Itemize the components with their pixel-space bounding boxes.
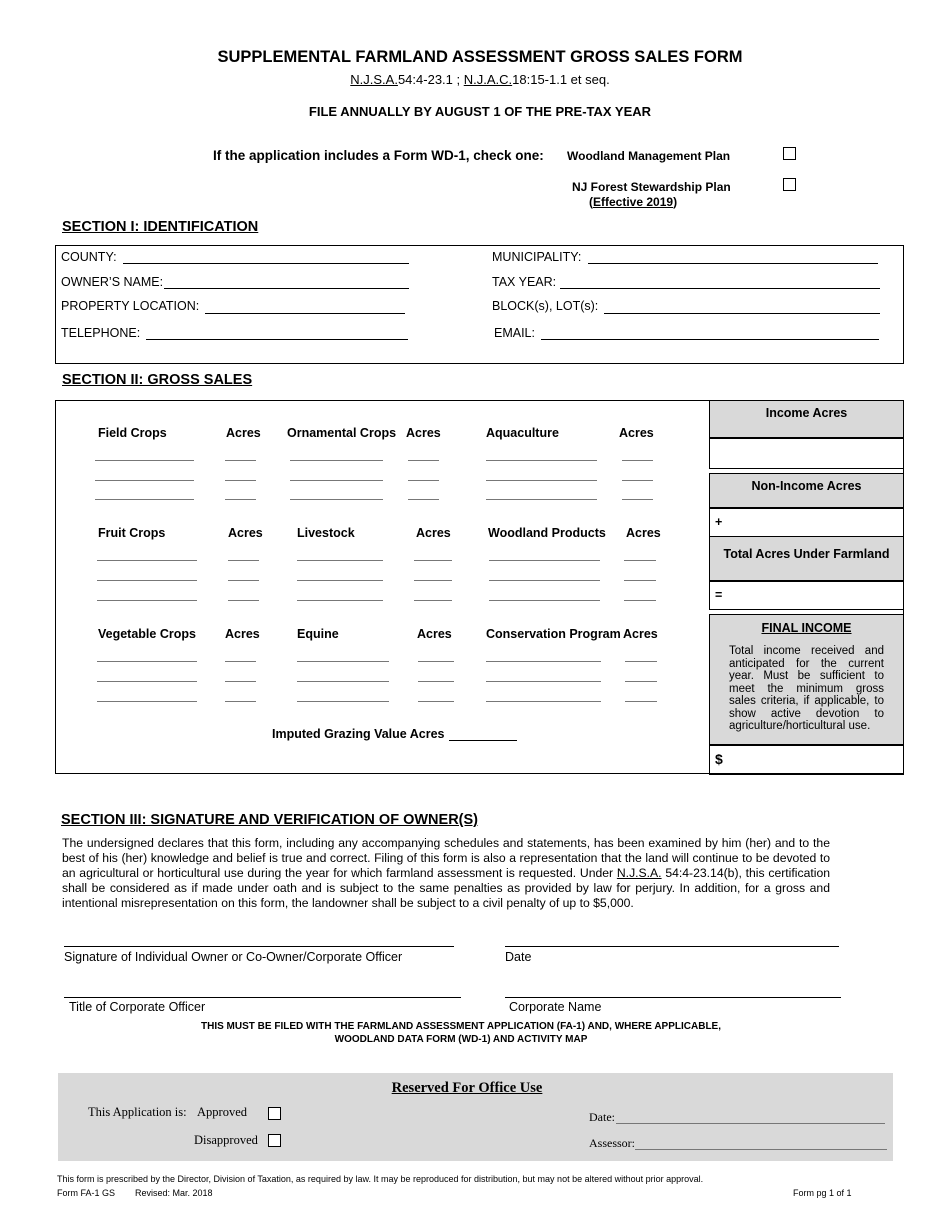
telephone-label: TELEPHONE: (61, 326, 141, 340)
equine-input[interactable] (297, 701, 389, 702)
equine-input[interactable] (297, 661, 389, 662)
application-is-label: This Application is: (88, 1105, 187, 1119)
acres-input[interactable] (408, 480, 439, 481)
acres-input[interactable] (418, 661, 454, 662)
revised-date: Revised: Mar. 2018 (135, 1188, 213, 1198)
county-input[interactable] (123, 263, 409, 264)
livestock-header: Livestock (297, 526, 355, 540)
conservation-input[interactable] (486, 701, 601, 702)
woodland-products-input[interactable] (489, 600, 600, 601)
acres-input[interactable] (625, 661, 657, 662)
woodland-plan-label: Woodland Management Plan (567, 149, 731, 163)
plus-sign: + (715, 515, 723, 529)
forest-plan-note: (Effective 2019) (589, 195, 678, 209)
acres-header: Acres (416, 526, 451, 540)
acres-input[interactable] (414, 560, 452, 561)
aquaculture-input[interactable] (486, 480, 597, 481)
total-acres-input[interactable] (709, 580, 904, 610)
block-lot-input[interactable] (604, 313, 880, 314)
approved-label: Approved (197, 1105, 247, 1119)
county-label: COUNTY: (61, 250, 117, 264)
field-crops-input[interactable] (95, 499, 194, 500)
acres-input[interactable] (408, 460, 439, 461)
equals-sign: = (715, 588, 723, 602)
acres-header: Acres (228, 526, 263, 540)
acres-input[interactable] (418, 701, 454, 702)
ornamental-crops-input[interactable] (290, 460, 383, 461)
corporate-name-label: Corporate Name (509, 1000, 602, 1014)
income-acres-label: Income Acres (765, 406, 848, 420)
acres-input[interactable] (418, 681, 454, 682)
vegetable-crops-input[interactable] (97, 701, 197, 702)
field-crops-input[interactable] (95, 460, 194, 461)
officer-title-input[interactable] (64, 997, 461, 998)
acres-input[interactable] (624, 580, 656, 581)
aquaculture-header: Aquaculture (486, 426, 559, 440)
equine-header: Equine (297, 627, 339, 641)
wd1-prompt: If the application includes a Form WD-1, check one: (213, 148, 544, 163)
tax-year-label: TAX YEAR: (492, 275, 557, 289)
aquaculture-input[interactable] (486, 460, 597, 461)
acres-header: Acres (406, 426, 441, 440)
office-date-label: Date: (589, 1110, 615, 1124)
woodland-plan-checkbox[interactable] (783, 147, 796, 160)
form-id: Form FA-1 GS (57, 1188, 116, 1198)
fruit-crops-header: Fruit Crops (98, 526, 166, 540)
final-income-title: FINAL INCOME (761, 621, 852, 635)
acres-input[interactable] (225, 480, 256, 481)
income-acres-header-cell (709, 400, 904, 439)
conservation-input[interactable] (486, 661, 601, 662)
file-notice: FILE ANNUALLY BY AUGUST 1 OF THE PRE-TAX YEAR (308, 104, 652, 119)
acres-input[interactable] (622, 499, 653, 500)
acres-header: Acres (626, 526, 661, 540)
acres-input[interactable] (624, 600, 656, 601)
final-income-text: Total income received and anticipated for the current year. Must be sufficient to meet the minimum gross sales criteria, if applicable, to show active devotion to agriculture/horticultural use. (729, 645, 884, 732)
municipality-input[interactable] (588, 263, 878, 264)
disapproved-checkbox[interactable] (268, 1134, 281, 1147)
footer-notice: This form is prescribed by the Director, Division of Taxation, as required by law. It may be reproduced for distribution, but may not be altered without prior approval. (57, 1174, 704, 1184)
final-income-input[interactable] (709, 744, 904, 775)
dollar-sign: $ (715, 751, 723, 767)
statute-reference: N.J.S.A.54:4-23.1 ; N.J.A.C.18:15-1.1 et seq. (350, 72, 610, 87)
forest-plan-checkbox[interactable] (783, 178, 796, 191)
acres-input[interactable] (622, 480, 653, 481)
acres-header: Acres (623, 627, 658, 641)
signature-input[interactable] (64, 946, 454, 947)
acres-input[interactable] (414, 600, 452, 601)
livestock-input[interactable] (297, 560, 383, 561)
tax-year-input[interactable] (560, 288, 880, 289)
email-input[interactable] (541, 339, 879, 340)
acres-input[interactable] (225, 661, 256, 662)
owner-label: OWNER’S NAME: (61, 275, 164, 289)
office-date-input[interactable] (616, 1123, 885, 1124)
acres-input[interactable] (625, 681, 657, 682)
fruit-crops-input[interactable] (97, 600, 197, 601)
acres-input[interactable] (408, 499, 439, 500)
filing-note-line-2: WOODLAND DATA FORM (WD-1) AND ACTIVITY MAP (334, 1034, 588, 1045)
acres-input[interactable] (228, 580, 259, 581)
assessor-label: Assessor: (589, 1136, 636, 1150)
woodland-products-header: Woodland Products (488, 526, 606, 540)
officer-title-label: Title of Corporate Officer (69, 1000, 206, 1014)
forest-plan-label: NJ Forest Stewardship Plan (572, 180, 731, 194)
conservation-input[interactable] (486, 681, 601, 682)
livestock-input[interactable] (297, 580, 383, 581)
page-number: Form pg 1 of 1 (793, 1188, 852, 1198)
equine-input[interactable] (297, 681, 389, 682)
income-acres-input[interactable] (709, 437, 904, 469)
non-income-acres-label: Non-Income Acres (751, 479, 862, 493)
certification-paragraph: The undersigned declares that this form, including any accompanying schedules and statements, has been examined by him (her) and to the best of his (her) knowledge and belief is true and correct. Filing of this form is also a representation that the land will continue to be devoted to an agricultural or horticultural use during the year for which farmland assessment is requested. Under N.J.S.A. 54:4-23.14(b), this certification shall be considered as if made under oath and is subject to the same penalties as provided by law for perjury. In addition, for a gross and intentional misrepresentation on this form, the landowner shall be subject to a civil penalty of up to $5,000. (62, 836, 830, 910)
acres-input[interactable] (414, 580, 452, 581)
section-1-title: SECTION I: IDENTIFICATION (62, 219, 259, 235)
vegetable-crops-input[interactable] (97, 661, 197, 662)
location-input[interactable] (205, 313, 405, 314)
owner-input[interactable] (164, 288, 409, 289)
imputed-grazing-label: Imputed Grazing Value Acres (272, 727, 445, 741)
field-crops-input[interactable] (95, 480, 194, 481)
office-use-title: Reserved For Office Use (391, 1080, 543, 1096)
vegetable-crops-input[interactable] (97, 681, 197, 682)
acres-input[interactable] (225, 681, 256, 682)
acres-header: Acres (417, 627, 452, 641)
ornamental-crops-header: Ornamental Crops (287, 426, 397, 440)
ornamental-crops-input[interactable] (290, 480, 383, 481)
disapproved-label: Disapproved (194, 1133, 258, 1147)
corporate-name-input[interactable] (505, 997, 841, 998)
acres-input[interactable] (624, 560, 656, 561)
acres-input[interactable] (225, 701, 256, 702)
woodland-products-input[interactable] (489, 560, 600, 561)
total-acres-label: Total Acres Under Farmland (723, 547, 890, 561)
acres-header: Acres (225, 627, 260, 641)
acres-input[interactable] (225, 460, 256, 461)
acres-header: Acres (619, 426, 654, 440)
acres-input[interactable] (228, 600, 259, 601)
date-input[interactable] (505, 946, 839, 947)
ornamental-crops-input[interactable] (290, 499, 383, 500)
date-label: Date (505, 950, 532, 964)
final-income-cell (709, 614, 904, 746)
approved-checkbox[interactable] (268, 1107, 281, 1120)
non-income-acres-header-cell (709, 473, 904, 509)
acres-input[interactable] (625, 701, 657, 702)
assessor-input[interactable] (635, 1149, 887, 1150)
email-label: EMAIL: (494, 326, 535, 340)
vegetable-crops-header: Vegetable Crops (98, 627, 196, 641)
filing-note-line-1: THIS MUST BE FILED WITH THE FARMLAND ASSESSMENT APPLICATION (FA-1) AND, WHERE APPLICABLE, (201, 1021, 721, 1032)
telephone-input[interactable] (146, 339, 408, 340)
field-crops-header: Field Crops (98, 426, 167, 440)
form-title: SUPPLEMENTAL FARMLAND ASSESSMENT GROSS SALES FORM (217, 48, 743, 66)
section-3-title: SECTION III: SIGNATURE AND VERIFICATION OF OWNER(S) (61, 812, 479, 828)
acres-input[interactable] (228, 560, 259, 561)
signature-label: Signature of Individual Owner or Co-Owner/Corporate Officer (64, 950, 403, 964)
imputed-grazing-input[interactable] (449, 740, 517, 741)
acres-input[interactable] (622, 460, 653, 461)
fruit-crops-input[interactable] (97, 580, 197, 581)
aquaculture-input[interactable] (486, 499, 597, 500)
conservation-header: Conservation Program (486, 627, 621, 641)
municipality-label: MUNICIPALITY: (492, 250, 582, 264)
total-acres-header-cell (709, 536, 904, 582)
block-lot-label: BLOCK(s), LOT(s): (492, 299, 599, 313)
livestock-input[interactable] (297, 600, 383, 601)
section-2-title: SECTION II: GROSS SALES (62, 372, 253, 388)
woodland-products-input[interactable] (489, 580, 600, 581)
acres-input[interactable] (225, 499, 256, 500)
acres-header: Acres (226, 426, 261, 440)
location-label: PROPERTY LOCATION: (61, 299, 200, 313)
fruit-crops-input[interactable] (97, 560, 197, 561)
non-income-acres-input[interactable] (709, 507, 904, 538)
